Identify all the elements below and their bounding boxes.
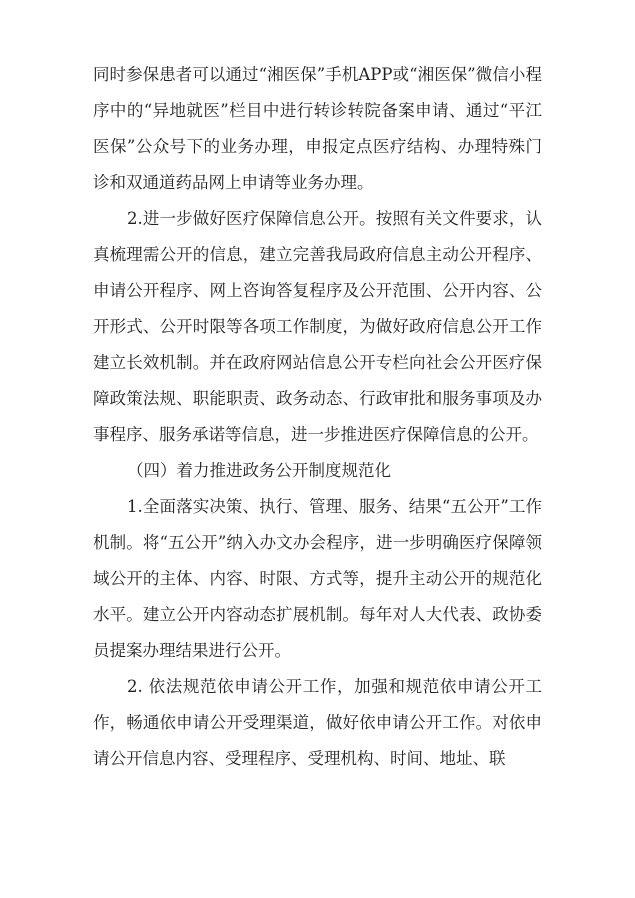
paragraph-info-disclosure: 2.进一步做好医疗保障信息公开。按照有关文件要求，认真梳理需公开的信息，建立完善我局政府信息主动公开程序、申请公开程序、网上咨询答复程序及公开范围、公开内容、公开形式、公开时限等各项工作制度，为做好政府信息公开工作建立长效机制。并在政府网站信息公开专栏向社会公开医疗保障政策法规、职能职责、政务动态、行政审批和服务事项及办事程序、服务承诺等信息，进一步推进医疗保障信息的公开。 xyxy=(93,209,542,444)
paragraph-five-publicity: 1.全面落实决策、执行、管理、服务、结果“五公开”工作机制。将“五公开”纳入办文办会程序，进一步明确医疗保障领域公开的主体、内容、时限、方式等，提升主动公开的规范化水平。建立公开内容动态扩展机制。每年对人大代表、政协委员提案办理结果进行公开。 xyxy=(93,497,542,660)
paragraph-referral-channels: 同时参保患者可以通过“湘医保”手机APP或“湘医保”微信小程序中的“异地就医”栏目中进行转诊转院备案申请、通过“平江医保”公众号下的业务办理，申报定点医疗结构、办理特殊门诊和双通道药品网上申请等业务办理。 xyxy=(93,65,542,192)
section-heading-four: （四）着力推进政务公开制度规范化 xyxy=(127,461,391,480)
paragraph-application-disclosure: 2. 依法规范依申请公开工作，加强和规范依申请公开工作，畅通依申请公开受理渠道，做好依申请公开工作。对依申请公开信息内容、受理程序、受理机构、时间、地址、联 xyxy=(93,677,542,768)
